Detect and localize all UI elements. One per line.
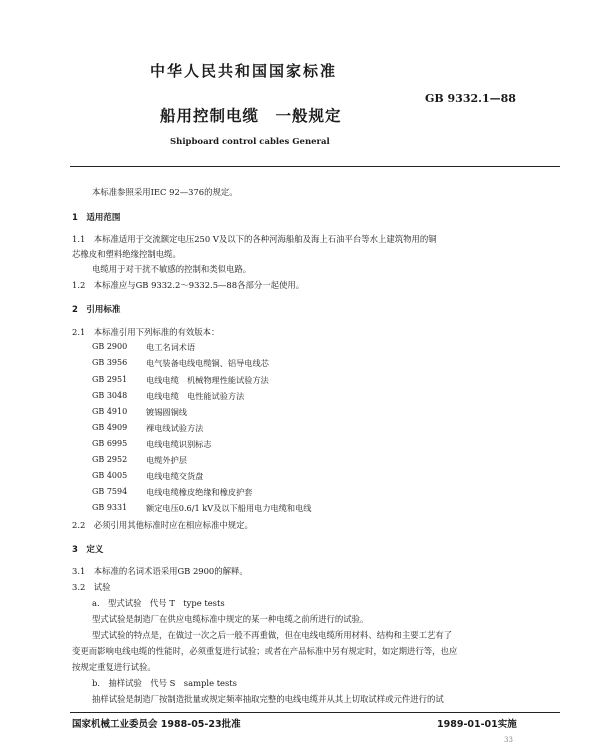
implementation-date: 1989-01-01实施 <box>437 719 517 730</box>
reference-title: 额定电压0.6/1 kV及以下船用电力电缆和电线 <box>146 503 312 513</box>
item-a-line-3: 变更而影响电线电缆的性能时，必须重复进行试验；或者在产品标准中另有规定时，如定期进行等，也应 <box>72 646 458 656</box>
reference-code: GB 7594 <box>92 487 128 496</box>
reference-code: GB 3956 <box>92 358 128 367</box>
header-divider <box>70 166 560 167</box>
section-1-heading: 1 适用范围 <box>72 213 121 223</box>
paragraph-3-2: 3.2 试验 <box>72 582 111 592</box>
document-title: 船用控制电缆 一般规定 <box>160 107 342 125</box>
reference-code: GB 4005 <box>92 471 128 480</box>
footer-divider <box>70 712 560 713</box>
reference-code: GB 9331 <box>92 503 128 512</box>
section-3-heading: 3 定义 <box>72 545 104 555</box>
standard-code: GB 9332.1—88 <box>425 92 516 105</box>
paragraph-2-2: 2.2 必须引用其他标准时应在相应标准中规定。 <box>72 520 253 530</box>
reference-code: GB 3048 <box>92 391 128 400</box>
reference-title: 电线电缆交货盘 <box>146 471 204 481</box>
reference-code: GB 2900 <box>92 342 128 351</box>
reference-title: 镀锡圆铜线 <box>146 407 187 417</box>
reference-code: GB 6995 <box>92 439 128 448</box>
reference-title: 电缆外护层 <box>146 455 187 465</box>
approval-line: 国家机械工业委员会 1988-05-23批准 <box>72 719 241 730</box>
item-a-line-4: 按规定重复进行试验。 <box>72 662 156 672</box>
reference-code: GB 2951 <box>92 375 128 384</box>
paragraph-3-1: 3.1 本标准的名词术语采用GB 2900的解释。 <box>72 566 248 576</box>
item-b-line-1: 抽样试验是制造厂按制造批量或规定频率抽取完整的电线电缆并从其上切取试样或元件进行的试 <box>92 694 444 704</box>
english-subtitle: Shipboard control cables General <box>170 137 330 147</box>
national-standard-heading: 中华人民共和国国家标准 <box>150 62 338 80</box>
reference-title: 电线电缆橡皮绝缘和橡皮护套 <box>146 487 253 497</box>
reference-code: GB 4909 <box>92 423 128 432</box>
reference-code: GB 2952 <box>92 455 128 464</box>
reference-title: 电工名词术语 <box>146 342 196 352</box>
item-a-line-1: 型式试验是制造厂在供应电缆标准中规定的某一种电缆之前所进行的试验。 <box>92 614 369 624</box>
page-number: 33 <box>504 736 513 744</box>
item-a-heading: a. 型式试验 代号 T type tests <box>92 598 225 608</box>
reference-title: 裸电线试验方法 <box>146 423 204 433</box>
section-2-heading: 2 引用标准 <box>72 305 121 315</box>
paragraph-1-1-line-3: 电缆用于对干扰不敏感的控制和类似电路。 <box>92 264 252 274</box>
reference-title: 电气装备电线电缆铜、铝导电线芯 <box>146 358 269 368</box>
reference-code: GB 4910 <box>92 407 128 416</box>
reference-title: 电线电缆 机械物理性能试验方法 <box>146 375 269 385</box>
reference-title: 电线电缆识别标志 <box>146 439 212 449</box>
item-b-heading: b. 抽样试验 代号 S sample tests <box>92 678 237 688</box>
paragraph-1-1-line-2: 芯橡皮和塑料绝缘控制电缆。 <box>72 249 181 259</box>
paragraph-2-1: 2.1 本标准引用下列标准的有效版本： <box>72 327 220 337</box>
item-a-line-2: 型式试验的特点是，在做过一次之后一般不再重做，但在电线电缆所用材料、结构和主要工艺有了 <box>92 630 453 640</box>
paragraph-1-2: 1.2 本标准应与GB 9332.2～9332.5—88各部分一起使用。 <box>72 280 305 290</box>
reference-title: 电线电缆 电性能试验方法 <box>146 391 245 401</box>
intro-text: 本标准参照采用IEC 92—376的规定。 <box>92 187 238 197</box>
paragraph-1-1-line-1: 1.1 本标准适用于交流额定电压250 V及以下的各种河海船舶及海上石油平台等水上建筑物用的铜 <box>72 234 437 244</box>
